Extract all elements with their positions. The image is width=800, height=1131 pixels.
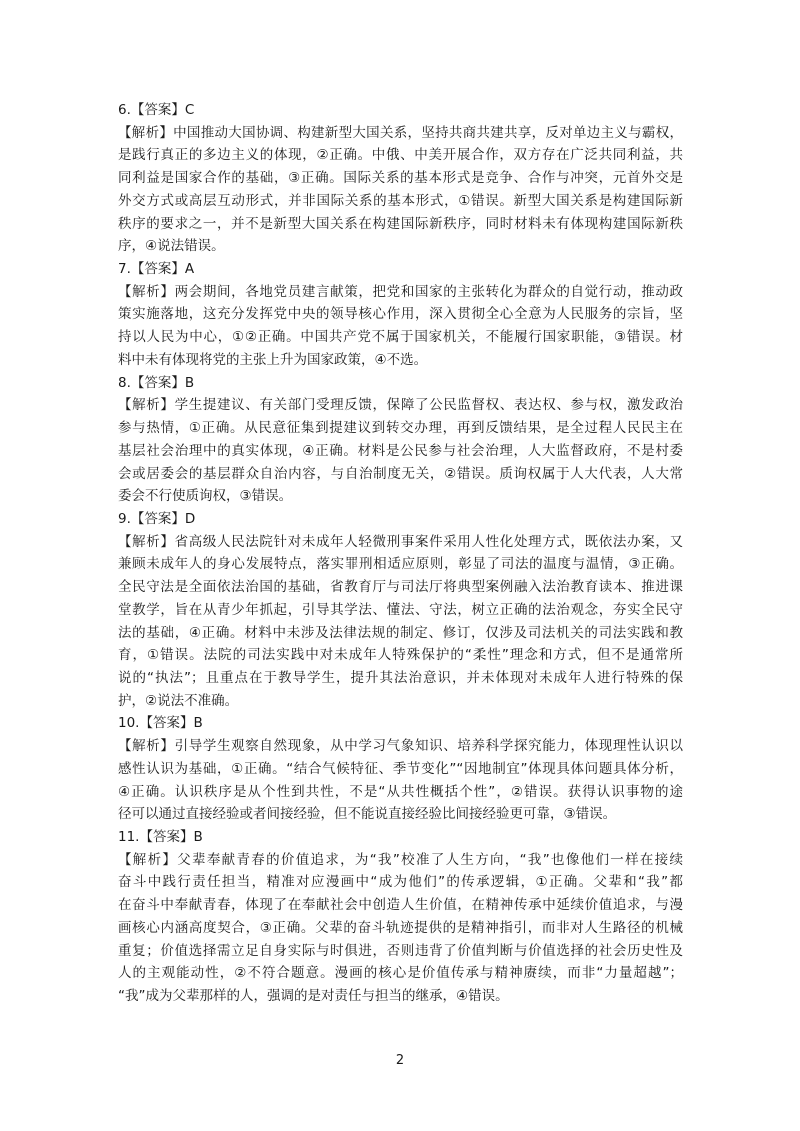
analysis-line: 【解析】父辈奉献青春的价值追求，为“我”校准了人生方向，“我”也像他们一样在接续 xyxy=(118,851,683,868)
analysis-line: 会或居委会的基层群众自治内容，与自治制度无关，②错误。质询权属于人大代表，人大常 xyxy=(118,465,683,482)
analysis-line: 【解析】中国推动大国协调、构建新型大国关系，坚持共商共建共享，反对单边主义与霸权， xyxy=(118,124,683,141)
page-number: 2 xyxy=(395,1053,405,1068)
analysis-line: “我”成为父辈那样的人，强调的是对责任与担当的继承，④错误。 xyxy=(118,988,509,1005)
analysis-line: 【解析】引导学生观察自然现象，从中学习气象知识、培养科学探究能力，体现理性认识以 xyxy=(118,738,683,755)
analysis-line: 说的“执法”；且重点在于教导学生，提升其法治意识，并未体现对未成年人进行特殊的保 xyxy=(118,669,683,686)
analysis-line: 全民守法是全面依法治国的基础，省教育厅与司法厅将典型案例融入法治教育读本、推进课 xyxy=(118,579,683,596)
analysis-line: 外交方式或高层互动形式，并非国际关系的基本形式，①错误。新型大国关系是构建国际新 xyxy=(118,192,683,209)
answer-analysis-body xyxy=(118,99,683,1008)
answer-heading: 10.【答案】B xyxy=(118,715,203,732)
analysis-line: 感性认识为基础，①正确。“结合气候特征、季节变化”“因地制宜”体现具体问题具体分析， xyxy=(118,760,683,777)
answer-heading: 11.【答案】B xyxy=(118,829,203,845)
analysis-line: 参与热情，①正确。从民意征集到提建议到转交办理，再到反馈结果，是全过程人民民主在 xyxy=(118,420,683,437)
answer-heading: 6.【答案】C xyxy=(118,102,195,118)
analysis-line: 料中未有体现将党的主张上升为国家政策，④不选。 xyxy=(118,351,428,368)
answer-heading: 9.【答案】D xyxy=(118,510,196,527)
analysis-line: 奋斗中践行责任担当，精准对应漫画中“成为他们”的传承逻辑，①正确。父辈和“我”都 xyxy=(118,874,683,891)
analysis-line: 重复；价值选择需立足自身实际与时俱进，否则违背了价值判断与价值选择的社会历史性及 xyxy=(118,942,683,959)
analysis-line: 【解析】学生提建议、有关部门受理反馈，保障了公民监督权、表达权、参与权，激发政治 xyxy=(118,397,683,414)
analysis-line: 序，④说法错误。 xyxy=(118,238,225,255)
analysis-line: 基层社会治理中的真实体现，④正确。材料是公民参与社会治理，人大监督政府，不是村委 xyxy=(118,442,683,459)
analysis-line: 人的主观能动性，②不符合题意。漫画的核心是价值传承与精神赓续，而非“力量超越”； xyxy=(118,965,683,982)
analysis-line: 堂教学，旨在从青少年抓起，引导其学法、懂法、守法，树立正确的法治观念，夯实全民守 xyxy=(118,601,683,618)
analysis-line: 画核心内涵高度契合，③正确。父辈的奋斗轨迹提供的是精神指引，而非对人生路径的机械 xyxy=(118,919,683,936)
answer-heading: 7.【答案】A xyxy=(118,261,195,278)
answer-heading: 8.【答案】B xyxy=(118,374,195,391)
analysis-line: 育，①错误。法院的司法实践中对未成年人特殊保护的“柔性”理念和方式，但不是通常所 xyxy=(118,647,683,664)
analysis-line: 护，②说法不准确。 xyxy=(118,692,239,709)
analysis-line: 兼顾未成年人的身心发展特点，落实罪刑相适应原则，彰显了司法的温度与温情，③正确。 xyxy=(118,556,683,573)
analysis-line: 秩序的要求之一，并不是新型大国关系在构建国际新秩序，同时材料未有体现构建国际新秩 xyxy=(118,215,683,232)
analysis-line: 持以人民为中心，①②正确。中国共产党不属于国家机关，不能履行国家职能，③错误。材 xyxy=(118,329,683,346)
analysis-line: 是践行真正的多边主义的体现，②正确。中俄、中美开展合作，双方存在广泛共同利益，共 xyxy=(118,147,683,164)
analysis-line: 径可以通过直接经验或者间接经验，但不能说直接经验比间接经验更可靠，③错误。 xyxy=(118,806,617,823)
analysis-line: ④正确。认识秩序是从个性到共性，不是“从共性概括个性”，②错误。获得认识事物的途 xyxy=(118,783,683,800)
analysis-line: 同利益是国家合作的基础，③正确。国际关系的基本形式是竞争、合作与冲突，元首外交是 xyxy=(118,170,683,187)
analysis-line: 委会不行使质询权，③错误。 xyxy=(118,488,293,505)
analysis-line: 策实施落地，这充分发挥党中央的领导核心作用，深入贯彻全心全意为人民服务的宗旨，坚 xyxy=(118,306,683,323)
analysis-line: 在奋斗中奉献青春，体现了在奉献社会中创造人生价值，在精神传承中延续价值追求，与漫 xyxy=(118,897,683,914)
analysis-line: 【解析】省高级人民法院针对未成年人轻微刑事案件采用人性化处理方式，既依法办案，又 xyxy=(118,533,683,550)
analysis-line: 【解析】两会期间，各地党员建言献策，把党和国家的主张转化为群众的自觉行动，推动政 xyxy=(118,283,683,300)
analysis-line: 法的基础，④正确。材料中未涉及法律法规的制定、修订，仅涉及司法机关的司法实践和教 xyxy=(118,624,683,641)
